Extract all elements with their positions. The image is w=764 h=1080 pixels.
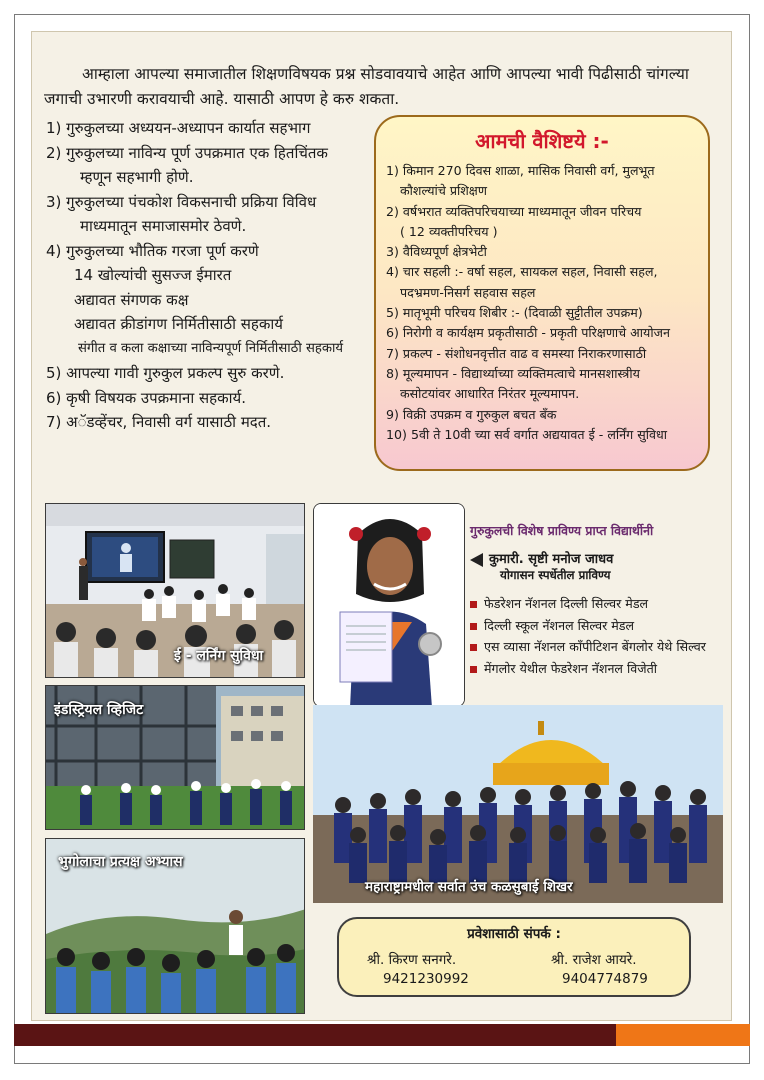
student-illustration <box>314 504 465 707</box>
geography-photo <box>45 838 305 1014</box>
intro-text: आम्हाला आपल्या समाजातील शिक्षणविषयक प्रश्न सोडवावयाचे आहेत आणि आपल्या भावी पिढीसाठी चांगल्या जगाची उभारणी करावयाची आहे. यासाठी आपण हे करु शकता. <box>44 65 689 108</box>
participation-item: 6) कृषी विषयक उपक्रमाना सहकार्य. <box>46 388 246 407</box>
participation-subitem: संगीत व कला कक्षाच्या नाविन्यपूर्ण निर्मितीसाठी सहकार्य <box>78 340 344 356</box>
participation-subitem: अद्यावत संगणक कक्ष <box>74 290 189 309</box>
feature-item: 9) विक्री उपक्रम व गुरुकुल बचत बँक <box>386 406 557 422</box>
peak-caption: महाराष्ट्रामधील सर्वात उंच कळसुबाई शिखर <box>365 879 573 895</box>
peak-photo <box>313 705 723 903</box>
participation-item: 5) आपल्या गावी गुरुकुल प्रकल्प सुरु करणे. <box>46 364 285 382</box>
achievement-heading: गुरुकुलची विशेष प्राविण्य प्राप्त विद्यार्थीनी <box>470 523 654 538</box>
participation-subitem: 14 खोल्यांची सुसज्ज ईमारत <box>74 266 232 284</box>
participation-item: 7) अॅडव्हेंचर, निवासी वर्ग यासाठी मदत. <box>46 413 272 431</box>
feature-item: 3) वैविध्यपूर्ण क्षेत्रभेटी <box>386 244 487 260</box>
student-subtitle: योगासन स्पर्धेतील प्राविण्य <box>500 568 611 582</box>
medal-list <box>470 593 740 679</box>
peak-illustration <box>313 705 723 903</box>
features-box <box>374 115 710 471</box>
feature-item: 5) मातृभूमी परिचय शिबीर :- (दिवाळी सुट्टीतील उपक्रम) <box>386 305 643 321</box>
participation-item: 1) गुरुकुलच्या अध्ययन-अध्यापन कार्यात सहभाग <box>46 119 311 137</box>
participation-item: म्हणून सहभागी होणे. <box>80 168 194 186</box>
participation-item: 2) गुरुकुलच्या नाविन्य पूर्ण उपक्रमात एक हितचिंतक <box>46 143 328 162</box>
industrial-caption: इंडस्ट्रियल व्हिजिट <box>54 702 144 718</box>
medal-item: फेडरेशन नॅशनल दिल्ली सिल्वर मेडल <box>470 593 740 615</box>
participation-list <box>46 116 376 435</box>
contact-title: प्रवेशासाठी संपर्क : <box>467 926 561 942</box>
elearning-photo <box>45 503 305 678</box>
achievement-section <box>470 522 740 679</box>
feature-item: 7) प्रकल्प - संशोधनवृत्तीत वाढ व समस्या निराकरणासाठी <box>386 345 647 361</box>
participation-item: 3) गुरुकुलच्या पंचकोश विकसनाची प्रक्रिया विविध <box>46 192 317 211</box>
feature-item: 8) मूल्यमापन - विद्यार्थ्याच्या व्यक्तिमत्वाचे मानसशास्त्रीय <box>386 365 640 381</box>
geography-caption: भुगोलाचा प्रत्यक्ष अभ्यास <box>58 854 183 870</box>
contact-name-2: श्री. राजेश आयरे. <box>551 952 637 968</box>
pointer-arrow-icon <box>470 553 483 567</box>
feature-item: 1) किमान 270 दिवस शाळा, मासिक निवासी वर्ग, मुलभूत <box>386 163 655 178</box>
participation-subitem: अद्यावत क्रीडांगण निर्मितीसाठी सहकार्य <box>74 315 283 333</box>
contact-phone-1: 9421230992 <box>383 971 469 987</box>
student-name <box>470 549 740 567</box>
feature-item: 4) चार सहली :- वर्षा सहल, सायकल सहल, निवासी सहल, <box>386 264 658 280</box>
industrial-photo <box>45 685 305 830</box>
participation-item: माध्यमातून समाजासमोर ठेवणे. <box>80 217 247 235</box>
footer-bar-dark <box>14 1024 616 1046</box>
contact-name-1: श्री. किरण सनगरे. <box>367 952 457 968</box>
feature-item: ( 12 व्यक्तीपरिचय ) <box>400 223 498 239</box>
medal-item: मेंगलोर येथील फेडरेशन नॅशनल विजेती <box>470 658 740 680</box>
feature-item: 2) वर्षभरात व्यक्तिपरिचयाच्या माध्यमातून जीवन परिचय <box>386 203 642 219</box>
feature-item: पदभ्रमण-निसर्ग सहवास सहल <box>400 284 536 300</box>
contact-box <box>337 917 691 997</box>
feature-item: 6) निरोगी व कार्यक्षम प्रकृतीसाठी - प्रकृती परिक्षणाचे आयोजन <box>386 325 670 341</box>
intro-paragraph <box>44 62 724 112</box>
contact-phone-2: 9404774879 <box>562 971 648 987</box>
features-title: आमची वैशिष्टये :- <box>475 129 609 153</box>
student-photo <box>313 503 465 707</box>
footer-bar-orange <box>616 1024 750 1046</box>
medal-item: एस व्यासा नॅशनल कॉंपीटिशन बेंगलोर येथे सिल्वर <box>470 636 740 658</box>
feature-item: 10) 5वी ते 10वी च्या सर्व वर्गात अद्ययावत ई - लर्निंग सुविधा <box>386 426 668 442</box>
medal-item: दिल्ली स्कूल नॅशनल सिल्वर मेडल <box>470 615 740 637</box>
elearning-caption: ई - लर्निंग सुविधा <box>174 648 264 664</box>
student-name-text: कुमारी. सृष्टी मनोज जाधव <box>489 552 614 567</box>
feature-item: कसोटयांवर आधारित निरंतर मूल्यमापन. <box>400 386 580 402</box>
participation-item: 4) गुरुकुलच्या भौतिक गरजा पूर्ण करणे <box>46 241 259 260</box>
feature-item: कौशल्यांचे प्रशिक्षण <box>400 183 487 199</box>
features-list <box>386 161 704 445</box>
